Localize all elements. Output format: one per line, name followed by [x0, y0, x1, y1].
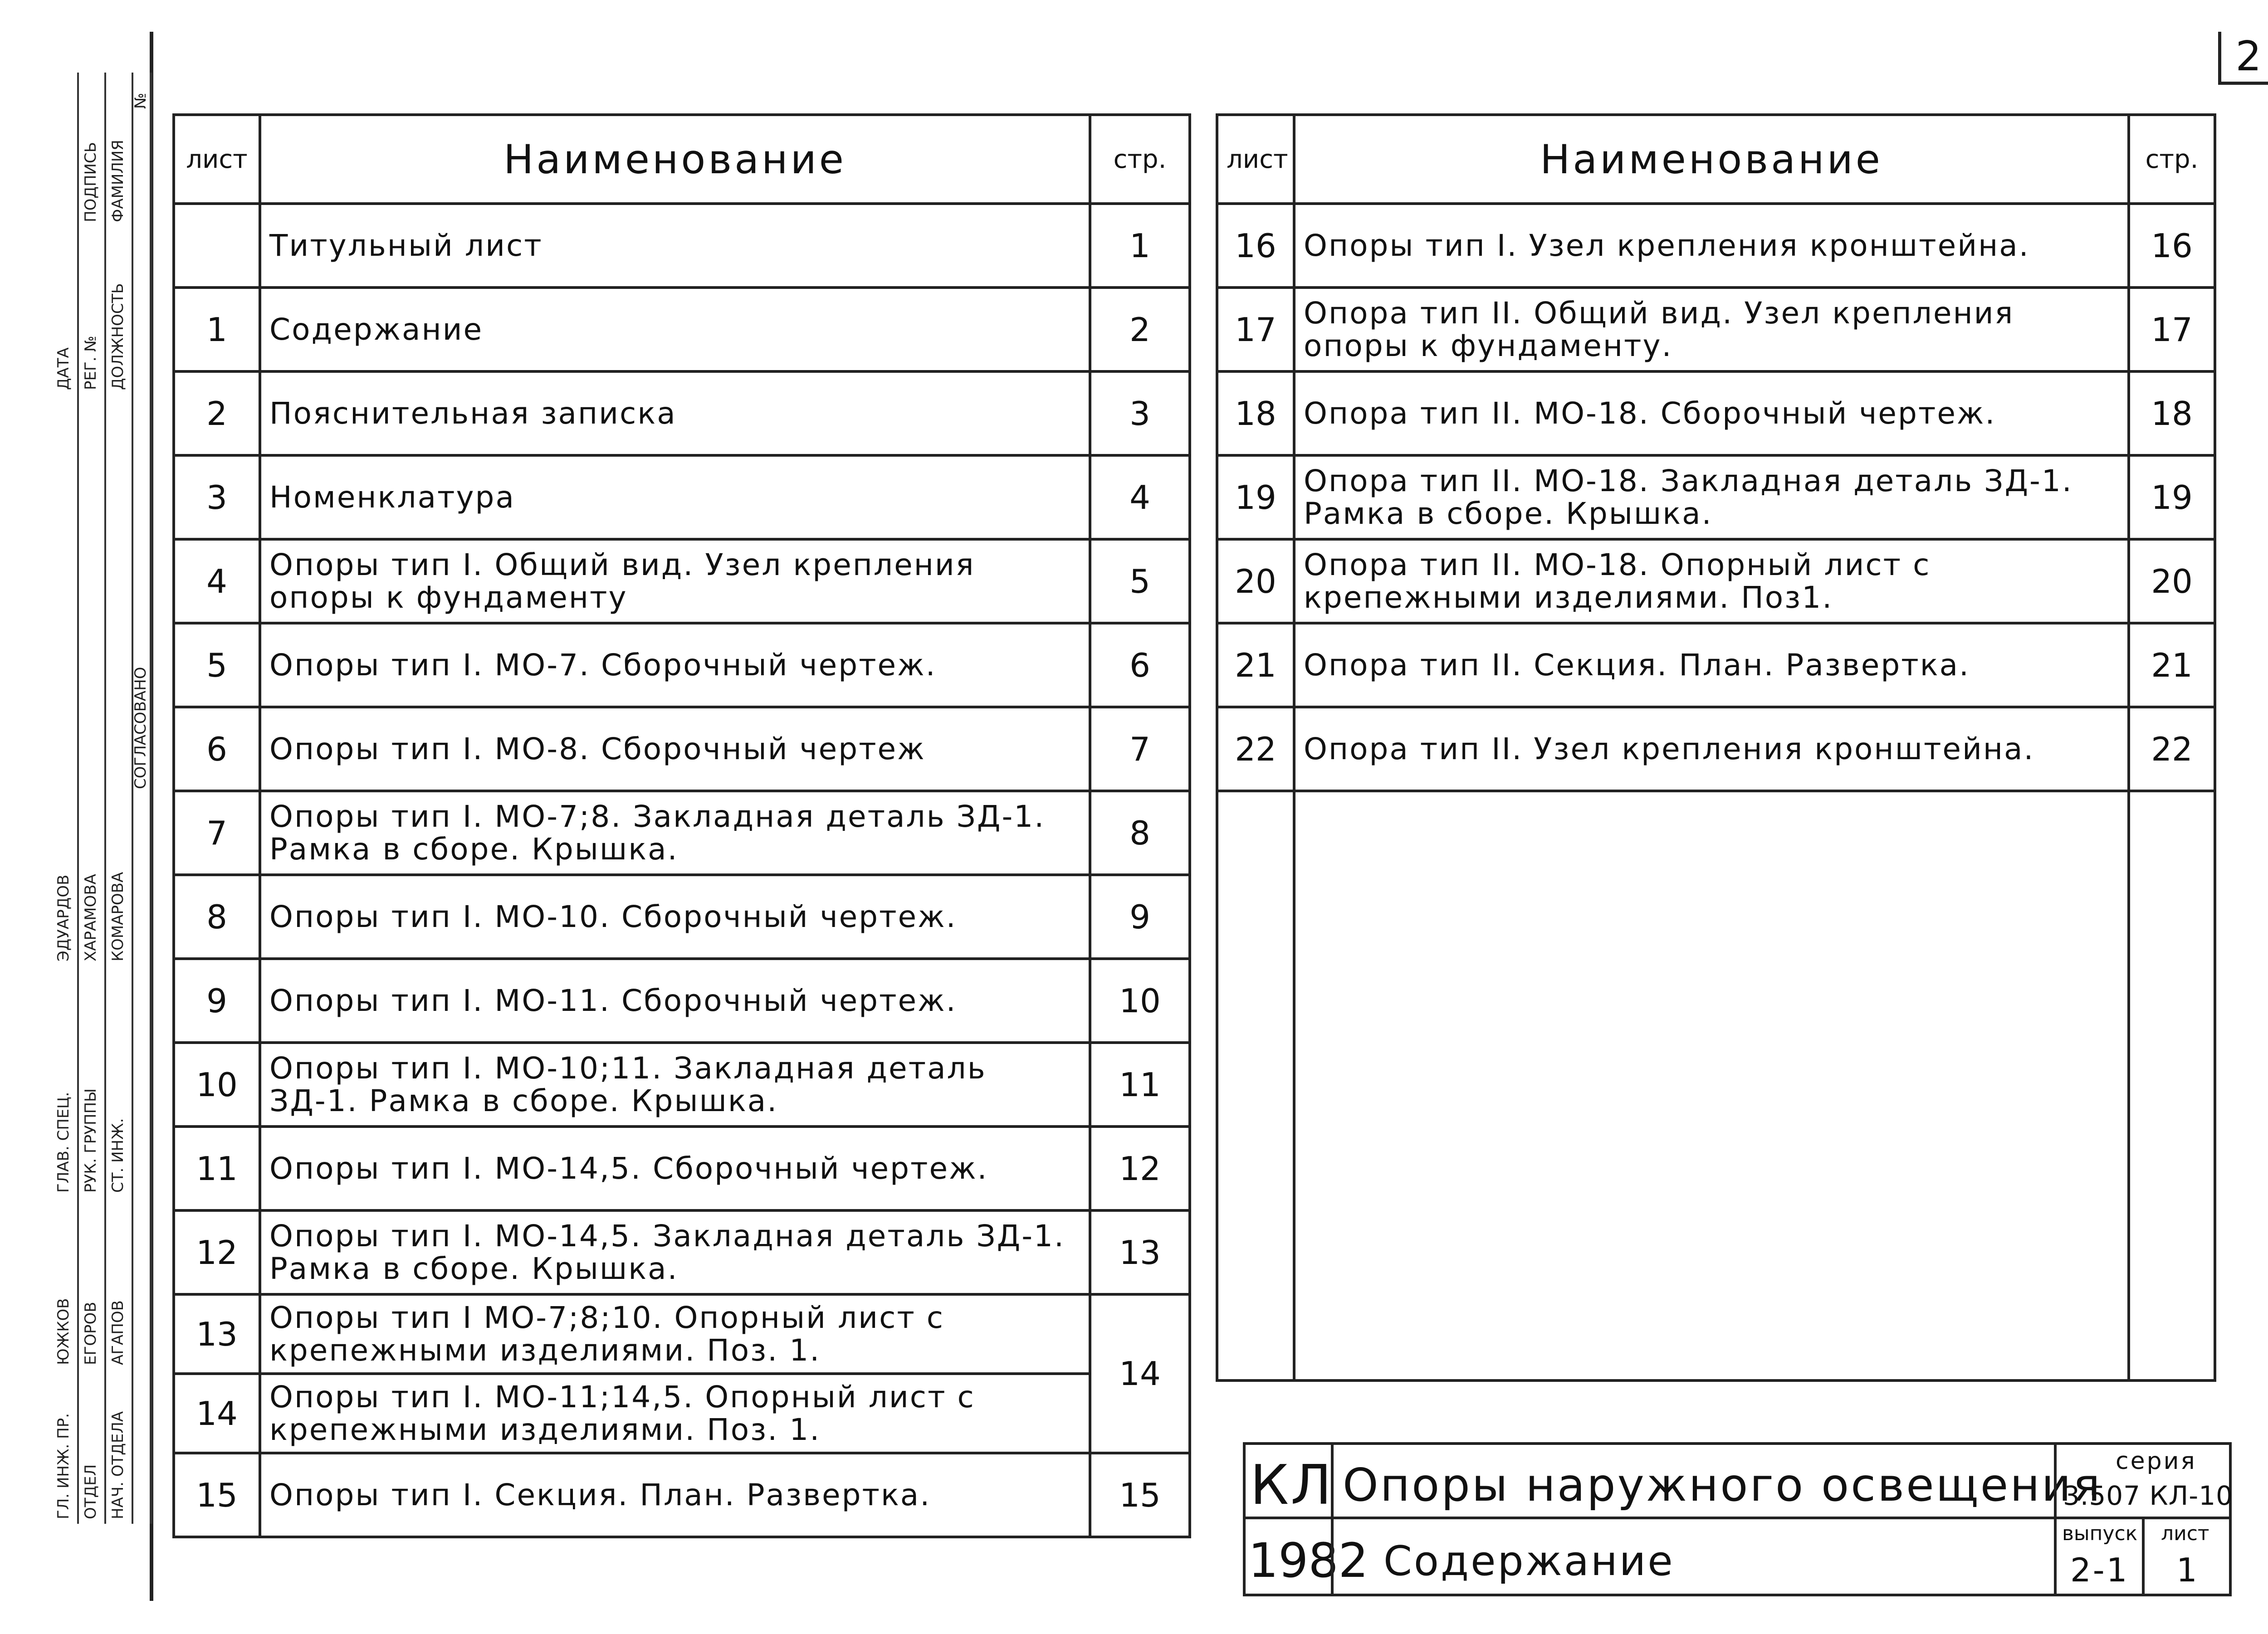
item-name: Содержание — [260, 288, 1090, 371]
item-name: Опоры тип I. МО-7;8. Закладная деталь ЗД-1. Рамка в сборе. Крышка. — [260, 791, 1090, 875]
table-row — [174, 1294, 1190, 1374]
page-number: 2 — [2218, 32, 2268, 85]
table-row — [174, 1043, 1190, 1127]
item-name: Опоры тип I. МО-14,5. Закладная деталь ЗД-1. Рамка в сборе. Крышка. — [260, 1210, 1090, 1294]
sheet-number: 9 — [174, 959, 260, 1043]
page-number-cell: 20 — [2129, 539, 2215, 623]
item-name: Опора тип II. Узел крепления кронштейна. — [1294, 707, 2129, 791]
item-name: Опоры тип I. Общий вид. Узел крепления опоры к фундаменту — [260, 539, 1090, 623]
item-name: Пояснительная записка — [260, 371, 1090, 455]
year-cell — [1243, 1517, 1369, 1596]
table-row — [174, 455, 1190, 539]
table-row — [1217, 623, 2215, 707]
page-number-cell: 8 — [1090, 791, 1190, 875]
stamp-divider — [132, 73, 133, 1524]
stamp-label: ОТДЕЛ — [82, 1464, 100, 1519]
table-row — [174, 623, 1190, 707]
table-row — [174, 204, 1190, 288]
subtitle-cell — [1331, 1517, 2057, 1596]
item-name: Опора тип II. МО-18. Сборочный чертеж. — [1294, 371, 2129, 455]
sheet-number: 2 — [174, 371, 260, 455]
item-name: Опоры тип I. МО-11. Сборочный чертеж. — [260, 959, 1090, 1043]
stamp-label: ДОЛЖНОСТЬ — [109, 283, 127, 390]
table-row — [174, 539, 1190, 623]
item-name: Опоры тип I. МО-14,5. Сборочный чертеж. — [260, 1127, 1090, 1210]
sheet-number: 17 — [1217, 288, 1294, 371]
item-name: Номенклатура — [260, 455, 1090, 539]
header-name: Наименование — [1294, 115, 2129, 204]
sheet-cell — [2142, 1517, 2232, 1596]
stamp-label: ФАМИЛИЯ — [109, 140, 127, 222]
sheet-number: 10 — [174, 1043, 260, 1127]
approval-stamp — [50, 73, 152, 1524]
stamp-label: ХАРАМОВА — [82, 874, 100, 961]
page-number-cell: 4 — [1090, 455, 1190, 539]
table-row — [174, 371, 1190, 455]
sheet-number: 1 — [174, 288, 260, 371]
sheet-number: 15 — [174, 1453, 260, 1537]
page-number-cell: 1 — [1090, 204, 1190, 288]
page-number-cell: 17 — [2129, 288, 2215, 371]
page-number-cell: 12 — [1090, 1127, 1190, 1210]
item-name: Опоры тип I МО-7;8;10. Опорный лист с крепежными изделиями. Поз. 1. — [260, 1294, 1090, 1374]
page-number-cell: 7 — [1090, 707, 1190, 791]
item-name: Опора тип II. МО-18. Опорный лист с крепежными изделиями. Поз1. — [1294, 539, 2129, 623]
empty-row — [1217, 791, 2215, 1380]
stamp-label: НАЧ. ОТДЕЛА — [109, 1411, 127, 1519]
stamp-label: РЕГ. № — [82, 336, 100, 390]
table-header-row — [1217, 115, 2215, 204]
document-title: Опоры наружного освещения — [1343, 1458, 2102, 1512]
stamp-label: ГЛАВ. СПЕЦ. — [54, 1092, 73, 1193]
item-name: Опоры тип I. Узел крепления кронштейна. — [1294, 204, 2129, 288]
stamp-label: ЮЖКОВ — [54, 1298, 73, 1365]
contents-table-left — [172, 113, 1191, 1538]
table-row — [174, 1374, 1190, 1453]
table-header-row — [174, 115, 1190, 204]
stamp-label: РУК. ГРУППЫ — [82, 1088, 100, 1193]
header-name: Наименование — [260, 115, 1090, 204]
sheet-number: 22 — [1217, 707, 1294, 791]
series-label: серия — [2116, 1448, 2197, 1475]
page-number-cell: 5 — [1090, 539, 1190, 623]
year: 1982 — [1248, 1533, 1369, 1588]
page-number-cell: 3 — [1090, 371, 1190, 455]
page-number-cell: 18 — [2129, 371, 2215, 455]
table-row — [174, 959, 1190, 1043]
page-number-cell: 2 — [1090, 288, 1190, 371]
item-name: Опоры тип I. МО-10. Сборочный чертеж. — [260, 875, 1090, 959]
table-row — [174, 1127, 1190, 1210]
series-value: 3.507 КЛ-10 — [2063, 1480, 2234, 1511]
table-row — [1217, 204, 2215, 288]
title-cell — [1331, 1442, 2102, 1519]
item-name: Опоры тип I. МО-8. Сборочный чертеж — [260, 707, 1090, 791]
table-row — [174, 791, 1190, 875]
page-number-cell: 6 — [1090, 623, 1190, 707]
issue-cell — [2054, 1517, 2145, 1596]
table-row — [174, 288, 1190, 371]
contents-table-right — [1216, 113, 2216, 1382]
page-number-cell: 10 — [1090, 959, 1190, 1043]
table-row — [174, 1453, 1190, 1537]
series-cell — [2054, 1442, 2232, 1519]
sheet-number: 8 — [174, 875, 260, 959]
stamp-label: СОГЛАСОВАНО — [132, 667, 150, 789]
issue-label: выпуск — [2062, 1522, 2138, 1545]
stamp-label: АГАПОВ — [109, 1300, 127, 1365]
stamp-divider — [104, 73, 106, 1524]
page-number-cell: 9 — [1090, 875, 1190, 959]
item-name: Опоры тип I. МО-11;14,5. Опорный лист с крепежными изделиями. Поз. 1. — [260, 1374, 1090, 1453]
header-page: стр. — [1090, 115, 1190, 204]
item-name: Опора тип II. Секция. План. Развертка. — [1294, 623, 2129, 707]
table-row — [1217, 455, 2215, 539]
stamp-divider — [77, 73, 79, 1524]
sheet-value: 1 — [2176, 1551, 2199, 1589]
sheet-number: 5 — [174, 623, 260, 707]
page-number-cell: 22 — [2129, 707, 2215, 791]
item-name: Опора тип II. Общий вид. Узел крепления опоры к фундаменту. — [1294, 288, 2129, 371]
sheet-number: 19 — [1217, 455, 1294, 539]
table-row — [174, 875, 1190, 959]
stamp-label: СТ. ИНЖ. — [109, 1118, 127, 1193]
sheet-number: 12 — [174, 1210, 260, 1294]
item-name: Опора тип II. МО-18. Закладная деталь ЗД-1. Рамка в сборе. Крышка. — [1294, 455, 2129, 539]
empty-cell — [1294, 791, 2129, 1380]
empty-cell — [1217, 791, 1294, 1380]
sheet-number: 20 — [1217, 539, 1294, 623]
sheet-number: 21 — [1217, 623, 1294, 707]
sheet-number: 7 — [174, 791, 260, 875]
issue-value: 2-1 — [2070, 1551, 2129, 1589]
sheet-number: 14 — [174, 1374, 260, 1453]
page-number-cell: 19 — [2129, 455, 2215, 539]
item-name: Опоры тип I. МО-7. Сборочный чертеж. — [260, 623, 1090, 707]
code-cell — [1243, 1442, 1334, 1519]
table-row — [174, 707, 1190, 791]
page-number-cell: 14 — [1090, 1294, 1190, 1453]
stamp-label: ЭДУАРДОВ — [54, 874, 73, 961]
header-sheet: лист — [1217, 115, 1294, 204]
item-name: Опоры тип I. Секция. План. Развертка. — [260, 1453, 1090, 1537]
sheet-number: 13 — [174, 1294, 260, 1374]
table-row — [1217, 707, 2215, 791]
page-number-cell: 21 — [2129, 623, 2215, 707]
stamp-label: ПОДПИСЬ — [82, 142, 100, 222]
sheet-number: 18 — [1217, 371, 1294, 455]
sheet-number: 3 — [174, 455, 260, 539]
item-name: Титульный лист — [260, 204, 1090, 288]
sheet-number: 16 — [1217, 204, 1294, 288]
table-row — [1217, 539, 2215, 623]
page-number-cell: 11 — [1090, 1043, 1190, 1127]
stamp-label: ЕГОРОВ — [82, 1302, 100, 1365]
document-subtitle: Содержание — [1383, 1537, 1675, 1585]
page-number-cell: 15 — [1090, 1453, 1190, 1537]
sheet-number — [174, 204, 260, 288]
header-sheet: лист — [174, 115, 260, 204]
sheet-number: 11 — [174, 1127, 260, 1210]
stamp-label: ГЛ. ИНЖ. ПР. — [54, 1413, 73, 1519]
table-row — [1217, 288, 2215, 371]
code: КЛ — [1250, 1454, 1334, 1517]
title-block — [1243, 1442, 2232, 1596]
stamp-label: № — [132, 93, 150, 109]
table-row — [1217, 371, 2215, 455]
sheet-number: 4 — [174, 539, 260, 623]
stamp-label: ДАТА — [54, 347, 73, 390]
sheet-label: лист — [2161, 1522, 2209, 1545]
table-row — [174, 1210, 1190, 1294]
empty-cell — [2129, 791, 2215, 1380]
page-number-cell: 13 — [1090, 1210, 1190, 1294]
page-number-cell: 16 — [2129, 204, 2215, 288]
stamp-label: КОМАРОВА — [109, 872, 127, 961]
item-name: Опоры тип I. МО-10;11. Закладная деталь ЗД-1. Рамка в сборе. Крышка. — [260, 1043, 1090, 1127]
sheet-number: 6 — [174, 707, 260, 791]
header-page: стр. — [2129, 115, 2215, 204]
